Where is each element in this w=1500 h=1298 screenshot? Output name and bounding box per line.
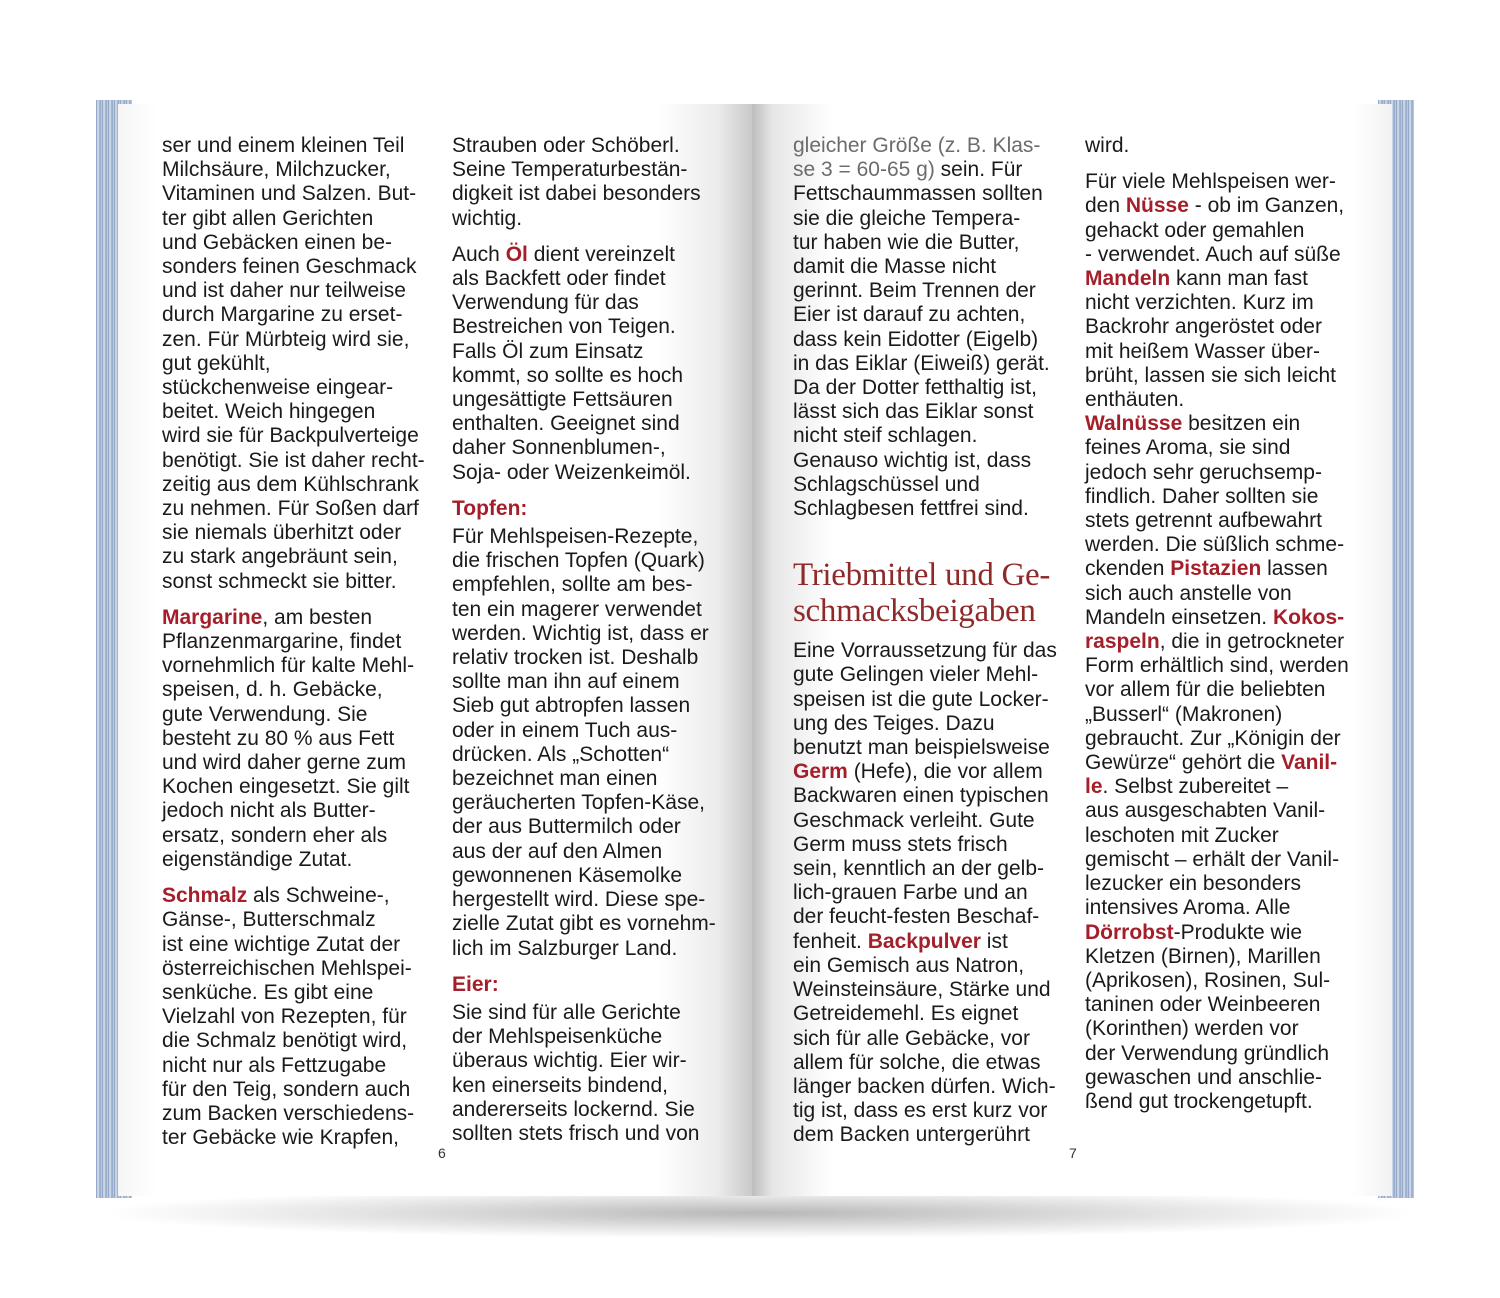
nuesse-text-g: . Selbst zubereitet – aus ausgeschabten Vanil- leschoten mit Zucker gemischt – erhält der Vanil- lezucker ein besonders intensives Aroma. Alle bbox=[1085, 775, 1340, 920]
page-number-left: 6 bbox=[438, 1145, 446, 1161]
nuesse-paragraph bbox=[1085, 170, 1365, 1114]
butter-paragraph: ser und einem kleinen Teil Milchsäure, Milchzucker, Vitaminen und Salzen. But- ter gibt allen Gerichten und Gebäcken einen be- sonders feinen Geschmack und ist daher nur teilweise durch Margarine zu erset- zen. Für Mürbteig wird sie, gut gekühlt, stückchenweise eingear- beitet. Weich hingegen wird sie für Backpulverteige benötigt. Sie ist daher recht- zeitig aus dem Kühlschrank zu nehmen. Für Soßen darf sie niemals überhitzt oder zu stark angebräunt sein, sonst schmeckt sie bitter. bbox=[162, 134, 425, 593]
nuesse-text-d: besitzen ein feines Aroma, sie sind jedoch sehr geruchsemp- findlich. Daher sollten sie stets getrennt aufbewahrt werden. Die süßlich schme- ckenden bbox=[1085, 412, 1345, 581]
wird-line: wird. bbox=[1085, 134, 1130, 157]
nuesse-term: Nüsse bbox=[1125, 194, 1189, 218]
schmalz-paragraph bbox=[162, 884, 442, 1150]
eier-size-text: gleicher Größe (z. B. Klas- se 3 = 60-65 g) bbox=[793, 134, 1041, 182]
left-page-column-2 bbox=[452, 134, 727, 1158]
triebmittel-text-b: (Hefe), die vor allem Backwaren einen typischen Geschmack verleiht. Gute Germ muss stets frisch sein, kenntlich an der gelb- lich-grauen Farbe und an der feucht-festen Beschaf- fenheit. bbox=[793, 760, 1049, 953]
page-number-right: 7 bbox=[1069, 1145, 1077, 1161]
oel-prefix: Auch bbox=[452, 242, 506, 266]
oel-text: dient vereinzelt als Backfett oder findet Verwendung für das Bestreichen von Teigen. Falls Öl zum Einsatz kommt, so sollte es hoch ungesättigte Fettsäuren enthalten. Geeignet sind daher Sonnenblumen-, Soja- oder Weizenkeimöl. bbox=[452, 242, 691, 484]
oel-paragraph bbox=[452, 243, 727, 485]
mandeln-term: Mandeln bbox=[1085, 267, 1171, 291]
right-page-column-1 bbox=[793, 134, 1068, 1160]
nuesse-text-e: lassen sich auch anstelle von Mandeln einsetzen. bbox=[1085, 557, 1328, 629]
strauben-paragraph: Strauben oder Schöberl. Seine Temperaturbestän- digkeit ist dabei besonders wichtig. bbox=[452, 134, 701, 230]
topfen-heading: Topfen: bbox=[452, 496, 528, 520]
schmalz-term: Schmalz bbox=[162, 884, 248, 908]
triebmittel-text-a: Eine Vorraussetzung für das gute Gelingen vieler Mehl- speisen ist die gute Locker- ung des Teiges. Dazu benutzt man beispielsweise bbox=[793, 639, 1057, 760]
margarine-paragraph bbox=[162, 606, 442, 872]
eier-paragraph: Sie sind für alle Gerichte der Mehlspeisenküche überaus wichtig. Eier wir- ken einerseits bindend, andererseits lockernd. Sie sollten stets frisch und von bbox=[452, 1000, 700, 1145]
doerrobst-term: Dörrobst bbox=[1085, 920, 1174, 944]
kokosraspeln-term: Kokos- raspeln bbox=[1085, 605, 1345, 654]
backpulver-term: Backpulver bbox=[867, 929, 981, 953]
section-heading-triebmittel: Triebmittel und Ge- schmacksbeigaben bbox=[793, 557, 1051, 630]
nuesse-text-f: , die in getrockneter Form erhältlich sind, werden vor allem für die beliebten „Busserl“ (Makronen) gebraucht. Zur „Königin der Gewürze“ gehört die bbox=[1085, 630, 1349, 775]
nuesse-text-a: Für viele Mehlspeisen wer- den bbox=[1085, 170, 1336, 218]
schmalz-text: als Schweine-, Gänse-, Butterschmalz ist eine wichtige Zutat der österreichischen Mehlspei- senküche. Es gibt eine Vielzahl von Rezepten, für die Schmalz benötigt wird, nicht nur als Fettzugabe für den Teig, sondern auch zum Backen verschiedens- ter Gebäcke wie Krapfen, bbox=[162, 884, 415, 1150]
nuesse-text-b: - ob im Ganzen, gehackt oder gemahlen - verwendet. Auch auf süße bbox=[1085, 194, 1345, 266]
pistazien-term: Pistazien bbox=[1170, 557, 1262, 581]
margarine-term: Margarine bbox=[162, 605, 263, 629]
triebmittel-paragraph bbox=[793, 639, 1068, 1147]
nuesse-text-c: kann man fast nicht verzichten. Kurz im Backrohr angeröstet oder mit heißem Wasser über- brüht, lassen sie sich leicht enthäuten. bbox=[1085, 267, 1336, 412]
topfen-paragraph: Für Mehlspeisen-Rezepte, die frischen Topfen (Quark) empfehlen, sollte am bes- ten ein magerer verwendet werden. Wichtig ist, dass er relativ trocken ist. Deshalb sollte man ihn auf einem Sieb gut abtropfen lassen oder in einem Tuch aus- drücken. Als „Schotten“ bezeichnet man einen geräucherten Topfen-Käse, der aus Buttermilch oder aus der auf den Almen gewonnenen Käsemolke hergestellt wird. Diese spe- zielle Zutat gibt es vornehm- lich im Salzburger Land. bbox=[452, 525, 716, 960]
germ-term: Germ bbox=[793, 760, 848, 784]
eier-continued-text: sein. Für Fettschaummassen sollten sie die gleiche Tempera- tur haben wie die Butter, damit die Masse nicht gerinnt. Beim Trennen der Eier ist darauf zu achten, dass kein Eidotter (Eigelb) in das Eiklar (Eiweiß) gerät. Da der Dotter fetthaltig ist, lässt sich das Eiklar sonst nicht steif schlagen. Genauso wichtig ist, dass Schlagschüssel und Schlagbesen fettfrei sind. bbox=[793, 158, 1050, 521]
oel-term: Öl bbox=[505, 242, 528, 266]
eier-heading: Eier: bbox=[452, 972, 499, 996]
vanille-term: Vanil- le bbox=[1085, 751, 1338, 799]
right-page-column-2 bbox=[1085, 134, 1365, 1126]
walnuesse-term: Walnüsse bbox=[1085, 412, 1183, 436]
triebmittel-text-c: ist ein Gemisch aus Natron, Weinsteinsäure, Stärke und Getreidemehl. Es eignet sich für alle Gebäcke, vor allem für solche, die etwas länger backen dürfen. Wich- tig ist, dass es erst kurz vor dem Backen untergerührt bbox=[793, 929, 1056, 1147]
margarine-text: , am besten Pflanzenmargarine, findet vornehmlich für kalte Mehl- speisen, d. h. Gebäcke, gute Verwendung. Sie besteht zu 80 % aus Fett und wird daher gerne zum Kochen eingesetzt. Sie gilt jedoch nicht als Butter- ersatz, sondern eher als eigenständige Zutat. bbox=[162, 605, 415, 871]
eier-continued-paragraph bbox=[793, 134, 1068, 521]
left-page-column-1 bbox=[162, 134, 442, 1162]
nuesse-text-h: -Produkte wie Kletzen (Birnen), Marillen (Aprikosen), Rosinen, Sul- taninen oder Weinbeeren (Korinthen) werden vor der Verwendung gründlich gewaschen und anschlie- ßend gut trockengetupft. bbox=[1085, 920, 1331, 1113]
